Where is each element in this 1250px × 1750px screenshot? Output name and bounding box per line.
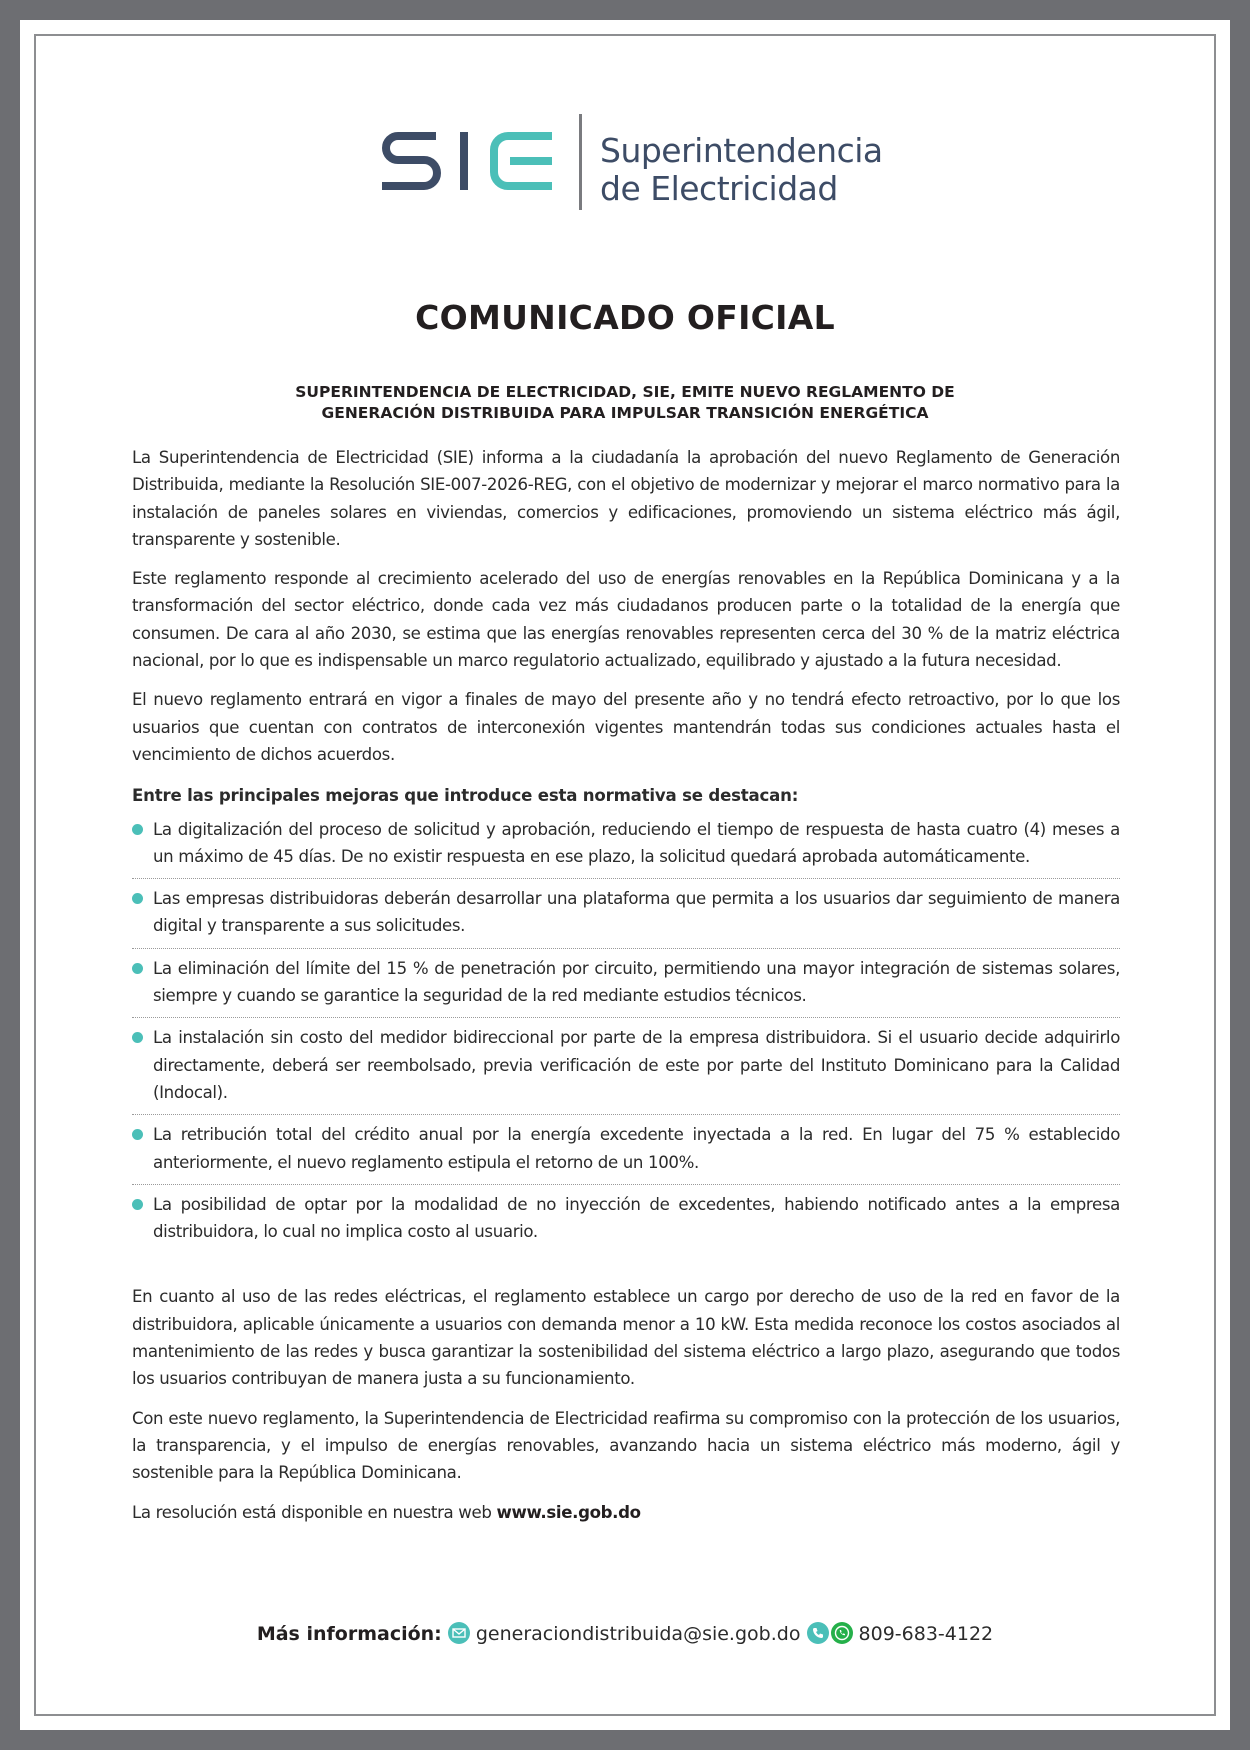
list-item-text: La posibilidad de optar por la modalidad de no inyección de excedentes, habiendo notificado antes a la empresa distribuidora, lo cual no implica costo al usuario. <box>153 1194 1120 1242</box>
logo-wordmark <box>600 132 883 208</box>
logo-name-line1: Superintendencia <box>600 131 883 170</box>
bullet-icon <box>132 1129 143 1140</box>
sie-logo <box>376 112 896 222</box>
list-item-text: La digitalización del proceso de solicitud y aprobación, reduciendo el tiempo de respuesta de hasta cuatro (4) meses a un máximo de 45 días. De no existir respuesta en ese plazo, la solicitud quedará aprobada automáticamente. <box>153 819 1120 866</box>
list-item-text: La eliminación del límite del 15 % de penetración por circuito, permitiendo una mayor integración de sistemas solares, siempre y cuando se garantice la seguridad de la red mediante estudios técnicos. <box>153 958 1120 1006</box>
benefits-list <box>132 816 1120 1254</box>
paragraph: Con este nuevo reglamento, la Superintendencia de Electricidad reafirma su compromiso con la protección de los usuarios, la transparencia, y el impulso de energías renovables, avanzando hacia un sistema eléctrico más moderno, ágil y sostenible para la República Dominicana. <box>132 1408 1120 1483</box>
mail-icon <box>448 1622 470 1644</box>
phone-icon <box>807 1622 829 1644</box>
resolution-text: La resolución está disponible en nuestra web <box>132 1502 492 1522</box>
contact-email-link[interactable]: generaciondistribuida@sie.gob.do <box>475 1623 801 1645</box>
bullet-icon <box>132 1032 143 1043</box>
document-body <box>132 444 1120 1538</box>
headline-line1: SUPERINTENDENCIA DE ELECTRICIDAD, SIE, EMITE NUEVO REGLAMENTO DE <box>295 383 955 401</box>
paragraph: La Superintendencia de Electricidad (SIE) informa a la ciudadanía la aprobación del nuevo Reglamento de Generación Distribuida, mediante la Resolución SIE-007-2026-REG, con el objetivo de modernizar y mejorar el marco normativo para la instalación de paneles solares en viviendas, comercios y edificaciones, promoviendo un sistema eléctrico más ágil, transparente y sostenible. <box>132 448 1120 549</box>
paragraph: El nuevo reglamento entrará en vigor a finales de mayo del presente año y no tendrá efecto retroactivo, por lo que los usuarios que cuentan con contratos de interconexión vigentes mantendrán todas sus condiciones actuales hasta el vencimiento de dichos acuerdos. <box>132 690 1120 764</box>
document-page <box>20 20 1230 1730</box>
bullet-icon <box>132 963 143 974</box>
benefits-intro: Entre las principales mejoras que introduce esta normativa se destacan: <box>132 786 799 806</box>
paragraph: Este reglamento responde al crecimiento acelerado del uso de energías renovables en la República Dominicana y a la transformación del sector eléctrico, donde cada vez más ciudadanos producen parte o la totalidad de la energía que consumen. De cara al año 2030, se estima que las energías renovables representen cerca del 30 % de la matriz eléctrica nacional, por lo que es indispensable un marco regulatorio actualizado, equilibrado y ajustado a la futura necesidad. <box>132 569 1120 671</box>
bullet-icon <box>132 893 143 904</box>
whatsapp-icon <box>831 1622 853 1644</box>
headline-line2: GENERACIÓN DISTRIBUIDA PARA IMPULSAR TRANSICIÓN ENERGÉTICA <box>321 404 929 422</box>
logo-name-line2: de Electricidad <box>600 169 838 208</box>
bullet-icon <box>132 824 143 835</box>
contact-footer <box>20 1622 1230 1645</box>
list-item <box>132 949 1120 1019</box>
paragraph: En cuanto al uso de las redes eléctricas, el reglamento establece un cargo por derecho de uso de la red en favor de la distribuidora, aplicable únicamente a usuarios con demanda menor a 10 kW. Esta medida reconoce los costos asociados al mantenimiento de las redes y busca garantizar la sostenibilidad del sistema eléctrico a largo plazo, asegurando que todos los usuarios contribuyan de manera justa a su funcionamiento. <box>132 1287 1120 1389</box>
list-item-text: La instalación sin costo del medidor bidireccional por parte de la empresa distribuidora. Si el usuario decide adquirirlo directamente, deberá ser reembolsado, previa verificación de este por parte del Instituto Dominicano para la Calidad (Indocal). <box>153 1028 1120 1102</box>
bullet-icon <box>132 1199 143 1210</box>
website-link[interactable]: www.sie.gob.do <box>496 1502 641 1522</box>
list-item <box>132 879 1120 949</box>
sie-logo-mark <box>376 126 556 198</box>
list-item-text: La retribución total del crédito anual por la energía excedente inyectada a la red. En lugar del 75 % establecido anteriormente, el nuevo reglamento estipula el retorno de un 100%. <box>153 1125 1120 1172</box>
headline <box>220 382 1030 424</box>
list-item <box>132 1115 1120 1185</box>
contact-label: Más información: <box>256 1623 442 1645</box>
contact-phone-link[interactable]: 809-683-4122 <box>858 1623 994 1645</box>
resolution-note <box>132 1499 1120 1526</box>
list-item <box>132 816 1120 880</box>
logo-divider <box>579 114 582 210</box>
list-item <box>132 1018 1120 1115</box>
list-item-text: Las empresas distribuidoras deberán desarrollar una plataforma que permita a los usuarios dar seguimiento de manera digital y transparente a sus solicitudes. <box>153 889 1120 936</box>
page-title: COMUNICADO OFICIAL <box>415 298 835 337</box>
list-item <box>132 1185 1120 1254</box>
